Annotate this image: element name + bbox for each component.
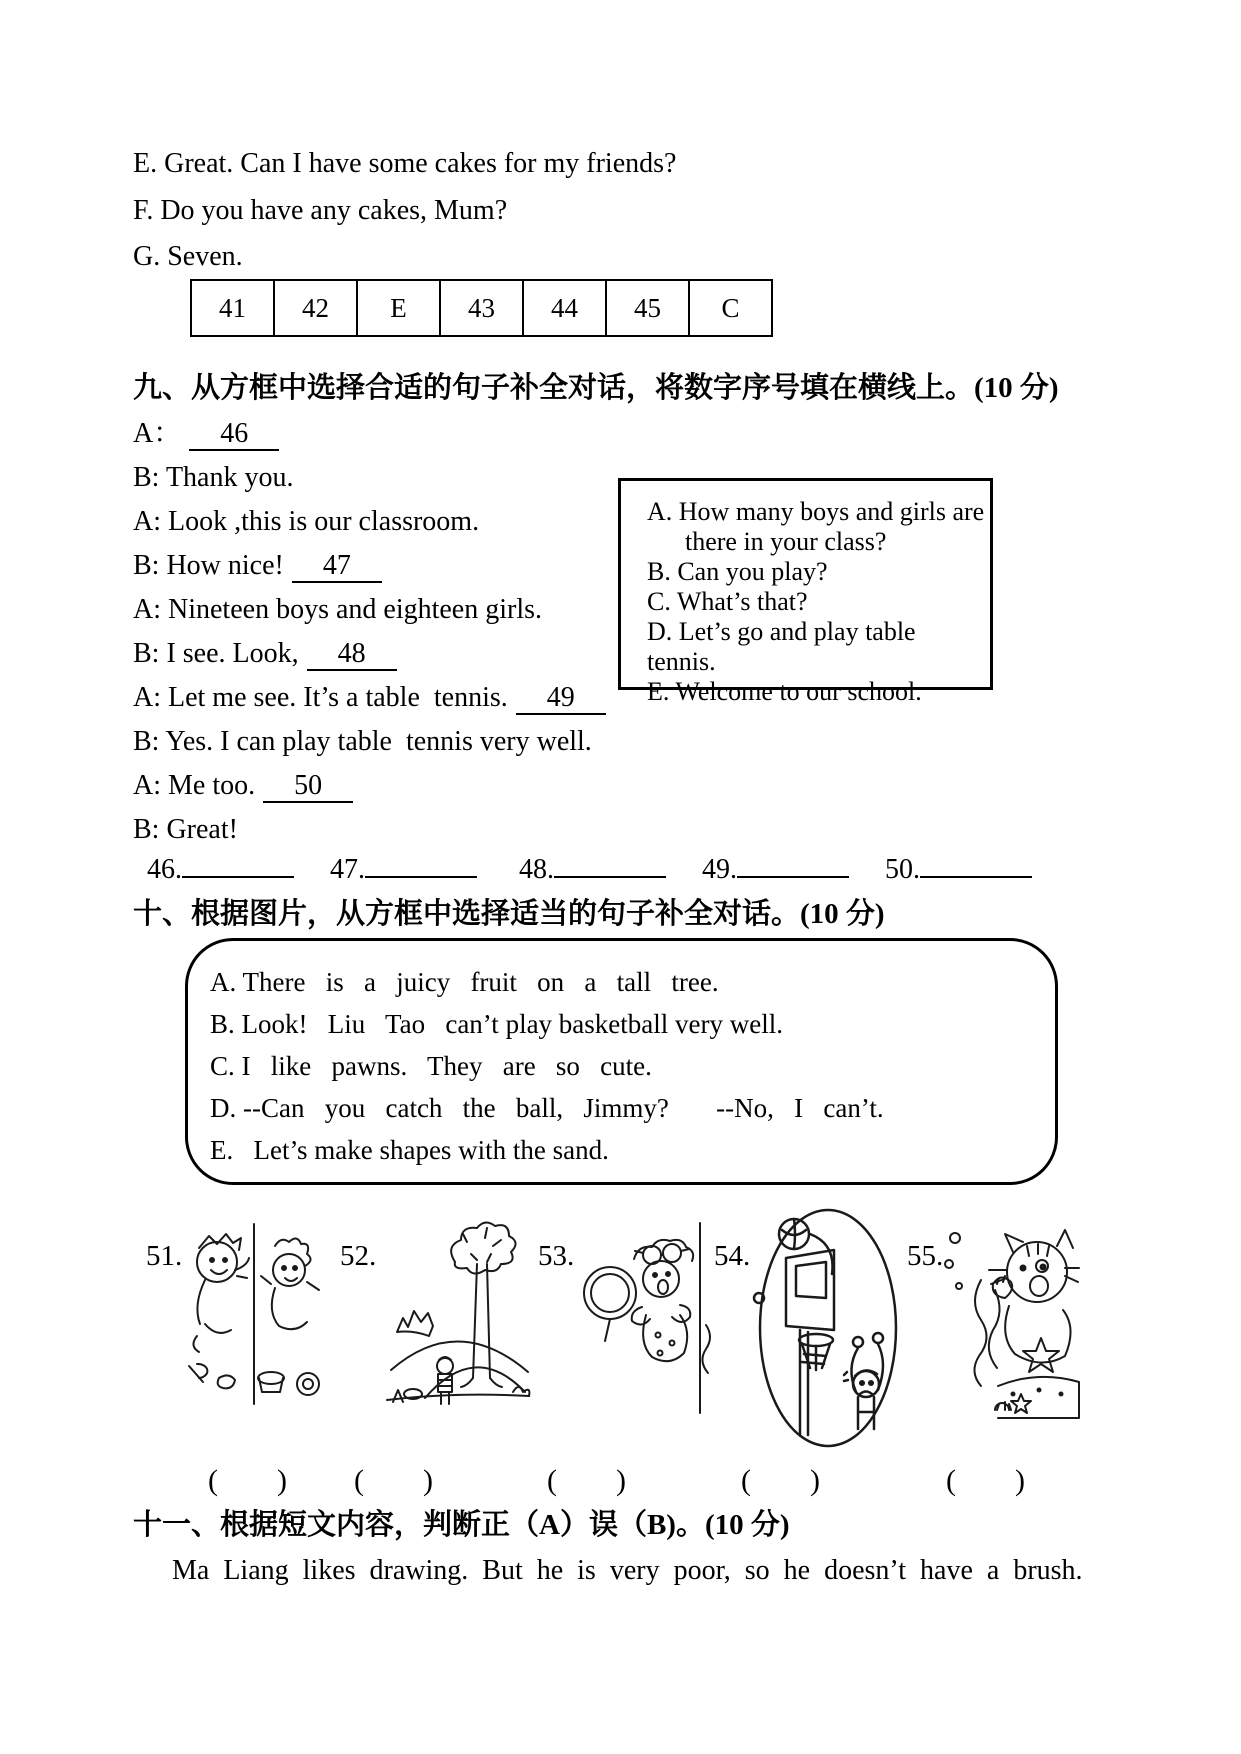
dialogue-line bbox=[133, 418, 279, 451]
answer-blank-49 bbox=[702, 852, 849, 886]
blank-number: 49. bbox=[702, 854, 737, 885]
dialogue-text: B: How nice! bbox=[133, 550, 284, 581]
dialogue-text: B: Yes. I can play table tennis very well. bbox=[133, 726, 592, 757]
dialogue-blank: 48 bbox=[307, 639, 397, 671]
dialogue-line bbox=[133, 506, 479, 538]
table-cell: 43 bbox=[441, 281, 524, 335]
dialogue-text: B: Thank you. bbox=[133, 462, 294, 493]
box-option: C. I like pawns. They are so cute. bbox=[210, 1051, 652, 1081]
blank-number: 48. bbox=[519, 854, 554, 885]
box-option: D. Let’s go and play table tennis. bbox=[647, 617, 929, 676]
answer-blank-46 bbox=[147, 852, 294, 886]
picture-label-52: 52. bbox=[340, 1240, 377, 1272]
dialogue-line bbox=[133, 462, 293, 494]
answer-parens-51: ( ) bbox=[208, 1464, 289, 1497]
answer-blank-47 bbox=[330, 852, 477, 886]
table-cell: 41 bbox=[192, 281, 275, 335]
answer-table bbox=[190, 279, 773, 337]
picture-label-53: 53. bbox=[538, 1240, 575, 1272]
section10-heading: 十、根据图片，从方框中选择适当的句子补全对话。(10 分) bbox=[133, 898, 885, 930]
answer-parens-54: ( ) bbox=[741, 1464, 822, 1497]
top-option-f: F. Do you have any cakes, Mum? bbox=[133, 195, 508, 226]
picture-label-51: 51. bbox=[146, 1240, 183, 1272]
answer-parens-55: ( ) bbox=[946, 1464, 1027, 1497]
picture-53-children-with-toys-image bbox=[582, 1215, 717, 1420]
box-option: A. There is a juicy fruit on a tall tree. bbox=[210, 967, 719, 997]
dialogue-text: A: Me too. bbox=[133, 770, 256, 801]
answer-parens-52: ( ) bbox=[354, 1464, 435, 1497]
section9-options-box bbox=[618, 478, 993, 706]
blank-line bbox=[182, 852, 294, 878]
dialogue-line bbox=[133, 814, 238, 846]
answer-parens-53: ( ) bbox=[547, 1464, 628, 1497]
table-cell: E bbox=[358, 281, 441, 335]
answer-blank-48 bbox=[519, 852, 666, 886]
dialogue-line bbox=[133, 726, 592, 758]
dialogue-line bbox=[133, 594, 542, 626]
dialogue-line bbox=[133, 550, 382, 583]
section9-heading: 九、从方框中选择合适的句子补全对话，将数字序号填在横线上。(10 分) bbox=[133, 372, 1059, 404]
table-cell: 42 bbox=[275, 281, 358, 335]
table-cell: 45 bbox=[607, 281, 690, 335]
box-option: E. Let’s make shapes with the sand. bbox=[210, 1135, 609, 1165]
table-cell: 44 bbox=[524, 281, 607, 335]
blank-line bbox=[737, 852, 849, 878]
table-cell: C bbox=[721, 292, 740, 323]
dialogue-text: A: Nineteen boys and eighteen girls. bbox=[133, 594, 543, 625]
dialogue-text: A： bbox=[133, 418, 182, 449]
dialogue-line bbox=[133, 638, 397, 671]
blank-number: 47. bbox=[330, 854, 365, 885]
picture-51-children-sand-shapes-image bbox=[175, 1218, 333, 1410]
section11-heading: 十一、根据短文内容，判断正（A）误（B)。(10 分) bbox=[133, 1509, 790, 1541]
blank-line bbox=[365, 852, 477, 878]
dialogue-line bbox=[133, 770, 353, 803]
blank-line bbox=[554, 852, 666, 878]
box-option: D. --Can you catch the ball, Jimmy? --No, I can’t. bbox=[210, 1093, 884, 1123]
box-option: A. How many boys and girls are bbox=[647, 497, 985, 526]
dialogue-blank: 50 bbox=[263, 771, 353, 803]
box-option: B. Can you play? bbox=[647, 557, 828, 586]
picture-label-55: 55. bbox=[907, 1240, 944, 1272]
top-option-e: E. Great. Can I have some cakes for my friends? bbox=[133, 148, 677, 179]
picture-52-tall-tree-image bbox=[383, 1220, 533, 1417]
box-option: C. What’s that? bbox=[647, 587, 808, 616]
reading-passage: Ma Liang likes drawing. But he is very poor, so he doesn’t have a brush. bbox=[172, 1555, 1083, 1586]
picture-54-boy-basketball-hoop-image bbox=[752, 1200, 902, 1455]
box-option: B. Look! Liu Tao can’t play basketball very well. bbox=[210, 1009, 783, 1039]
top-option-g: G. Seven. bbox=[133, 241, 243, 272]
dialogue-text: A: Let me see. It’s a table tennis. bbox=[133, 682, 508, 713]
blank-line bbox=[920, 852, 1032, 878]
dialogue-text: A: Look ,this is our classroom. bbox=[133, 506, 480, 537]
dialogue-blank: 47 bbox=[292, 551, 382, 583]
dialogue-text: B: Great! bbox=[133, 814, 238, 845]
dialogue-blank: 46 bbox=[189, 419, 279, 451]
blank-number: 46. bbox=[147, 854, 182, 885]
dialogue-blank: 49 bbox=[516, 683, 606, 715]
picture-label-54: 54. bbox=[714, 1240, 751, 1272]
blank-number: 50. bbox=[885, 854, 920, 885]
answer-blank-50 bbox=[885, 852, 1032, 886]
box-option: E. Welcome to our school. bbox=[647, 677, 922, 706]
box-option-continuation: there in your class? bbox=[685, 527, 887, 556]
picture-55-cat-underwater-starfish-image bbox=[943, 1222, 1080, 1422]
dialogue-text: B: I see. Look, bbox=[133, 638, 299, 669]
section10-options-box bbox=[185, 938, 1058, 1185]
dialogue-line bbox=[133, 682, 606, 715]
